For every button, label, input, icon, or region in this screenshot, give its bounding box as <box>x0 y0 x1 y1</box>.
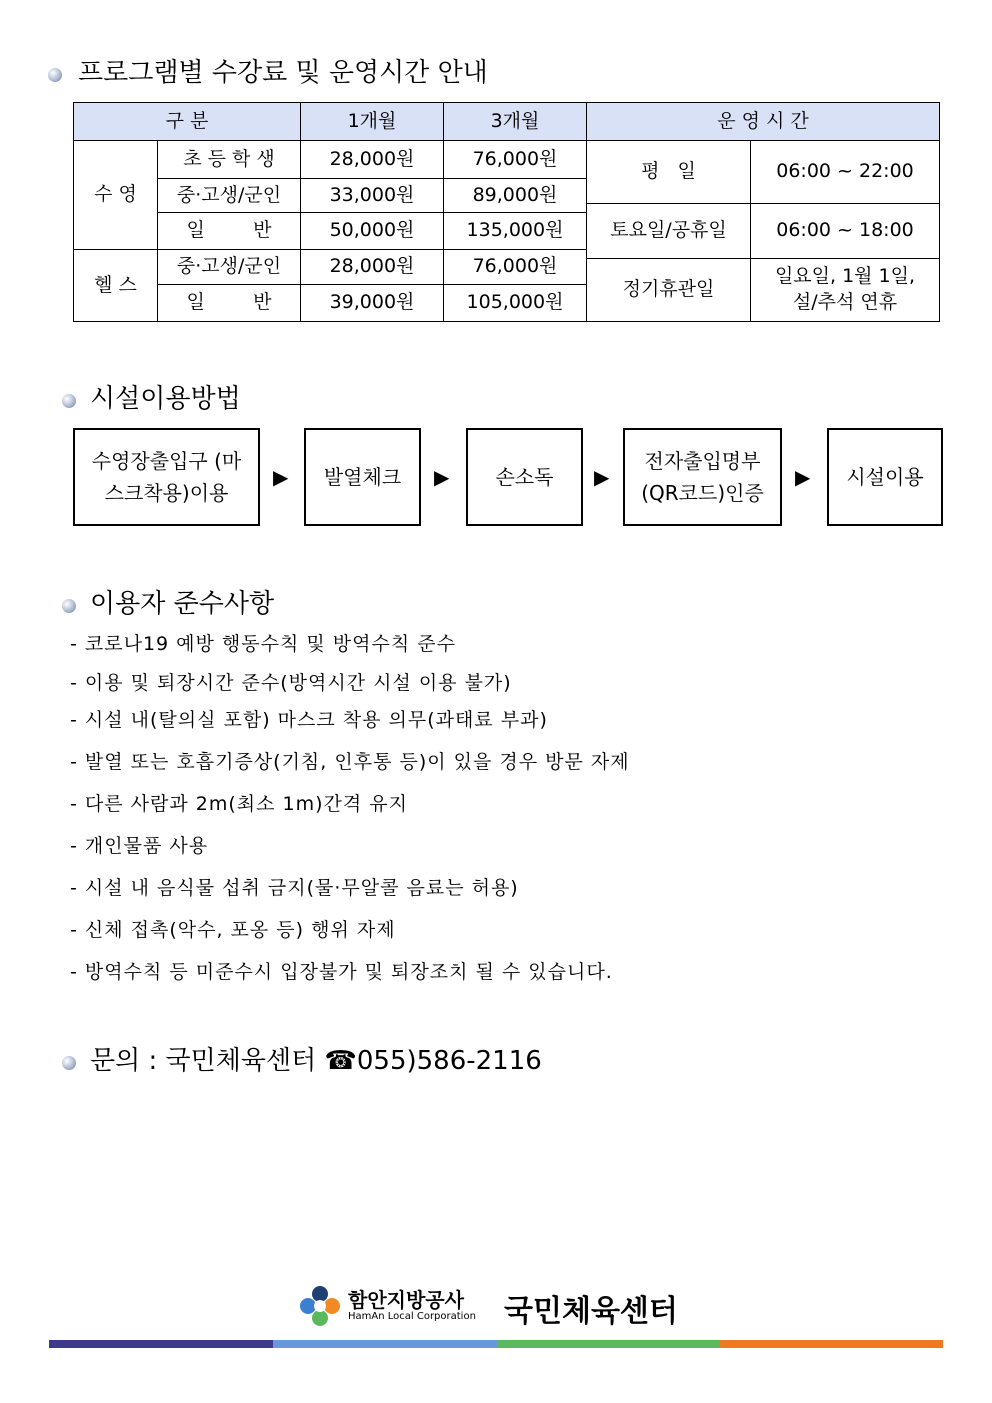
section-title-rules: 이용자 준수사항 <box>90 589 275 619</box>
list-item: - 이용 및 퇴장시간 준수(방역시간 시설 이용 불가) <box>70 672 512 694</box>
header-3month: 3개월 <box>443 102 587 141</box>
footer-bar-purple <box>49 1340 273 1348</box>
row-type: 중·고생/군인 <box>157 249 301 285</box>
bullet-icon <box>62 1056 76 1070</box>
step-sanitize: 손소독 <box>466 428 583 526</box>
hours-day: 정기휴관일 <box>586 258 751 322</box>
hours-day: 토요일/공휴일 <box>586 203 751 259</box>
list-item: - 신체 접촉(악수, 포옹 등) 행위 자제 <box>70 919 396 941</box>
list-item: - 개인물품 사용 <box>70 835 209 857</box>
center-name: 국민체육센터 <box>504 1294 678 1329</box>
bullet-icon <box>62 394 76 408</box>
footer-bar-green <box>497 1340 720 1348</box>
footer-bar-orange <box>720 1340 943 1348</box>
arrow-icon: ▶ <box>273 465 289 489</box>
hours-time: 일요일, 1월 1일, 설/추석 연휴 <box>750 258 940 322</box>
arrow-icon: ▶ <box>795 465 811 489</box>
bullet-icon <box>62 599 76 613</box>
price-1m: 28,000원 <box>300 249 444 285</box>
org-name-kr: 함안지방공사 <box>348 1288 464 1312</box>
hours-time: 06:00 ~ 18:00 <box>750 203 940 259</box>
header-category: 구 분 <box>73 102 301 141</box>
step-entrance: 수영장출입구 (마스크착용)이용 <box>73 428 260 526</box>
arrow-icon: ▶ <box>434 465 450 489</box>
section-title-fees: 프로그램별 수강료 및 운영시간 안내 <box>78 58 488 88</box>
hours-time: 06:00 ~ 22:00 <box>750 140 940 204</box>
step-fever-check: 발열체크 <box>304 428 421 526</box>
contact-info: 문의 : 국민체육센터 ☎055)586-2116 <box>90 1046 542 1076</box>
price-3m: 76,000원 <box>443 249 587 285</box>
hours-day: 평 일 <box>586 140 751 204</box>
price-3m: 135,000원 <box>443 212 587 250</box>
list-item: - 다른 사람과 2m(최소 1m)간격 유지 <box>70 793 408 815</box>
logo-icon <box>298 1284 342 1328</box>
list-item: - 방역수칙 등 미준수시 입장불가 및 퇴장조치 될 수 있습니다. <box>70 961 613 983</box>
section-title-usage: 시설이용방법 <box>90 384 241 414</box>
arrow-icon: ▶ <box>594 465 610 489</box>
list-item: - 코로나19 예방 행동수칙 및 방역수칙 준수 <box>70 633 456 655</box>
step-qr: 전자출입명부 (QR코드)인증 <box>623 428 782 526</box>
health-label: 헬 스 <box>73 249 158 322</box>
row-type: 중·고생/군인 <box>157 178 301 213</box>
list-item: - 시설 내(탈의실 포함) 마스크 착용 의무(과태료 부과) <box>70 709 548 731</box>
row-type: 일 반 <box>157 284 301 322</box>
footer-bar-blue <box>273 1340 497 1348</box>
header-hours: 운 영 시 간 <box>586 102 940 141</box>
price-3m: 105,000원 <box>443 284 587 322</box>
step-use: 시설이용 <box>827 428 943 526</box>
row-type: 일 반 <box>157 212 301 250</box>
price-3m: 89,000원 <box>443 178 587 213</box>
price-3m: 76,000원 <box>443 140 587 179</box>
price-1m: 28,000원 <box>300 140 444 179</box>
price-1m: 39,000원 <box>300 284 444 322</box>
list-item: - 시설 내 음식물 섭취 금지(물·무알콜 음료는 허용) <box>70 877 519 899</box>
bullet-icon <box>48 68 62 82</box>
price-1m: 33,000원 <box>300 178 444 213</box>
list-item: - 발열 또는 호흡기증상(기침, 인후통 등)이 있을 경우 방문 자제 <box>70 751 630 773</box>
org-name-en: HamAn Local Corporation <box>348 1311 476 1322</box>
row-type: 초 등 학 생 <box>157 140 301 179</box>
header-1month: 1개월 <box>300 102 444 141</box>
price-1m: 50,000원 <box>300 212 444 250</box>
swim-label: 수 영 <box>73 140 158 250</box>
footer-logo <box>298 1284 698 1330</box>
